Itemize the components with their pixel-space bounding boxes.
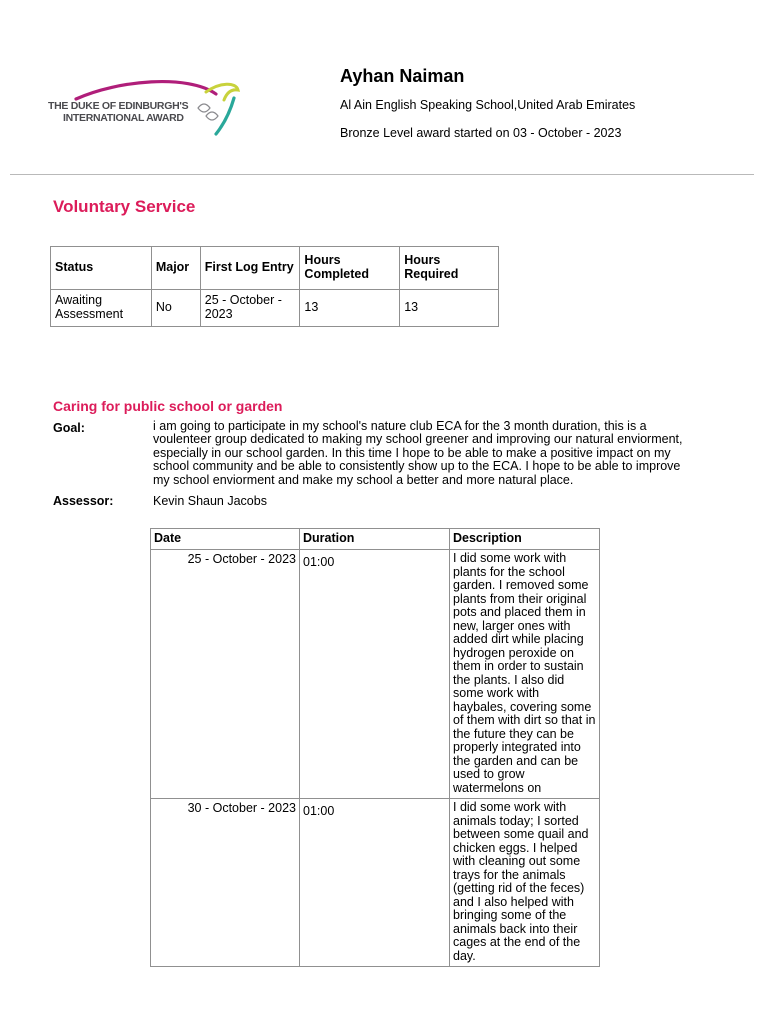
log-row: [151, 550, 600, 799]
award-level: Bronze Level award started on 03 - October - 2023: [340, 126, 622, 140]
status-header: Status: [51, 247, 152, 290]
header-divider: [10, 174, 754, 175]
goal-text: i am going to participate in my school's nature club ECA for the 3 month duration, this is a voulenteer group dedicated to making my school greener and improving our natural enviorment, especially in our school garden. In this time I hope to be able to make a positive impact on my school community and be able to consistently show up to the ECA. I hope to be able to improve my school enviorment and make my school a better and more natural place.: [153, 419, 683, 487]
assessor-name: Kevin Shaun Jacobs: [153, 494, 267, 508]
logo-text-line1: THE DUKE OF EDINBURGH'S: [48, 100, 189, 112]
duration-header: Duration: [300, 529, 450, 550]
log-header-row: [151, 529, 600, 550]
hours-completed-header: Hours Completed: [300, 247, 400, 290]
description-header: Description: [450, 529, 600, 550]
hours-required-header: Hours Required: [400, 247, 499, 290]
log-row: [151, 799, 600, 967]
log-date: 25 - October - 2023: [151, 550, 300, 799]
activity-log-table: [150, 528, 600, 967]
section-title: Voluntary Service: [53, 197, 196, 216]
goal-label: Goal:: [53, 421, 85, 435]
assessor-label: Assessor:: [53, 494, 114, 508]
log-description: I did some work with animals today; I sorted between some quail and chicken eggs. I helped with cleaning out some trays for the animals (getting rid of the feces) and I also helped with bringing some of the animals back into their cages at the end of the day.: [450, 799, 600, 967]
major-value: No: [151, 290, 200, 327]
log-description-cell: [450, 550, 600, 799]
hours-required-value: 13: [400, 290, 499, 327]
first-log-header: First Log Entry: [200, 247, 300, 290]
log-description: I did some work with plants for the school garden. I removed some plants from their original pots and placed them in new, larger ones with added dirt while placing hydrogen peroxide on them in order to sustain the plants. I also did some work with haybales, covering some of them with dirt so that in the future they can be properly integrated into the garden and can be used to grow watermelons on: [453, 552, 596, 795]
logo-text-line2: INTERNATIONAL AWARD: [63, 112, 184, 124]
log-duration: 01:00: [300, 799, 450, 967]
participant-name: Ayhan Naiman: [340, 66, 465, 86]
summary-row: [51, 290, 499, 327]
log-date: 30 - October - 2023: [151, 799, 300, 967]
summary-table: [50, 246, 499, 327]
date-header: Date: [151, 529, 300, 550]
first-log-value: 25 - October - 2023: [200, 290, 300, 327]
duke-of-edinburgh-logo: [48, 78, 244, 136]
log-duration: 01:00: [300, 550, 450, 799]
activity-title: Caring for public school or garden: [53, 398, 283, 414]
school-name: Al Ain English Speaking School,United Arab Emirates: [340, 98, 636, 112]
status-value: Awaiting Assessment: [51, 290, 152, 327]
major-header: Major: [151, 247, 200, 290]
hours-completed-value: 13: [300, 290, 400, 327]
summary-header-row: [51, 247, 499, 290]
